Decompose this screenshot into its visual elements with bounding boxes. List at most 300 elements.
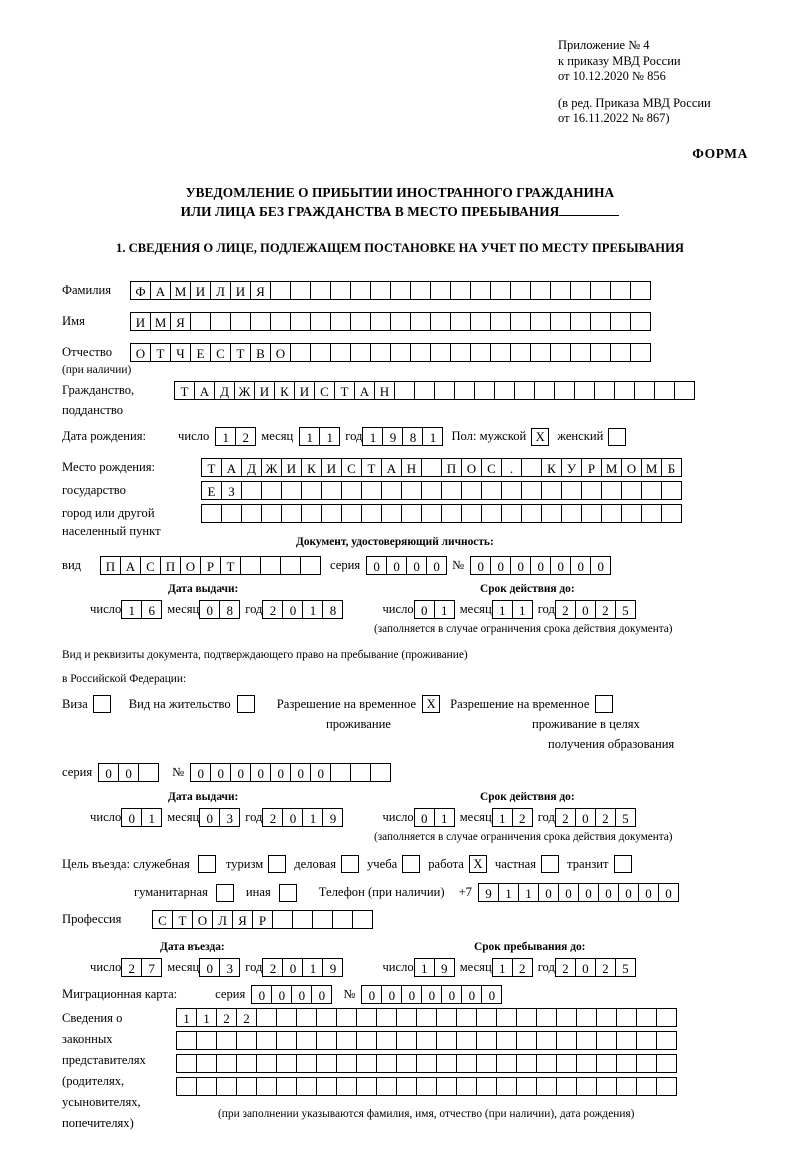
char-cell[interactable]: 0 [421, 985, 442, 1004]
stay-series-input[interactable] [98, 763, 158, 782]
char-cell[interactable]: 0 [250, 763, 271, 782]
char-cell[interactable] [516, 1077, 537, 1096]
char-cell[interactable] [461, 504, 482, 523]
char-cell[interactable] [260, 556, 281, 575]
purpose-study-checkbox[interactable] [402, 855, 420, 873]
char-cell[interactable] [436, 1077, 457, 1096]
char-cell[interactable] [516, 1031, 537, 1050]
char-cell[interactable]: О [130, 343, 151, 362]
char-cell[interactable] [190, 312, 211, 331]
char-cell[interactable] [256, 1031, 277, 1050]
char-cell[interactable] [356, 1077, 377, 1096]
char-cell[interactable] [441, 504, 462, 523]
phone-input[interactable] [478, 883, 678, 902]
char-cell[interactable] [356, 1008, 377, 1027]
char-cell[interactable] [530, 343, 551, 362]
char-cell[interactable]: Ф [130, 281, 151, 300]
char-cell[interactable] [570, 281, 591, 300]
char-cell[interactable] [450, 312, 471, 331]
char-cell[interactable] [570, 312, 591, 331]
char-cell[interactable] [450, 343, 471, 362]
char-cell[interactable]: 9 [478, 883, 499, 902]
char-cell[interactable] [421, 458, 442, 477]
char-cell[interactable] [430, 281, 451, 300]
char-cell[interactable] [490, 312, 511, 331]
char-cell[interactable] [256, 1077, 277, 1096]
char-cell[interactable]: 3 [219, 808, 240, 827]
char-cell[interactable] [456, 1054, 477, 1073]
char-cell[interactable] [296, 1077, 317, 1096]
stay-number-input[interactable] [190, 763, 390, 782]
char-cell[interactable] [236, 1031, 257, 1050]
char-cell[interactable] [290, 281, 311, 300]
residence-permit-checkbox[interactable] [237, 695, 255, 713]
char-cell[interactable] [536, 1054, 557, 1073]
char-cell[interactable] [610, 343, 631, 362]
purpose-private-checkbox[interactable] [541, 855, 559, 873]
char-cell[interactable]: Д [214, 381, 235, 400]
char-cell[interactable] [610, 281, 631, 300]
purpose-transit-checkbox[interactable] [614, 855, 632, 873]
char-cell[interactable] [381, 481, 402, 500]
char-cell[interactable]: А [120, 556, 141, 575]
char-cell[interactable] [430, 343, 451, 362]
char-cell[interactable]: 5 [615, 958, 636, 977]
char-cell[interactable] [476, 1008, 497, 1027]
char-cell[interactable] [416, 1054, 437, 1073]
char-cell[interactable]: Т [230, 343, 251, 362]
char-cell[interactable]: 0 [282, 808, 303, 827]
char-cell[interactable]: О [461, 458, 482, 477]
char-cell[interactable] [581, 481, 602, 500]
char-cell[interactable] [636, 1031, 657, 1050]
char-cell[interactable] [241, 481, 262, 500]
char-cell[interactable]: 0 [590, 556, 611, 575]
char-cell[interactable]: 0 [199, 600, 220, 619]
sex-female-checkbox[interactable] [608, 428, 626, 446]
char-cell[interactable] [656, 1077, 677, 1096]
char-cell[interactable] [496, 1008, 517, 1027]
char-cell[interactable]: У [561, 458, 582, 477]
char-cell[interactable] [461, 481, 482, 500]
char-cell[interactable] [594, 381, 615, 400]
char-cell[interactable] [410, 312, 431, 331]
char-cell[interactable] [296, 1031, 317, 1050]
char-cell[interactable]: И [130, 312, 151, 331]
char-cell[interactable] [494, 381, 515, 400]
char-cell[interactable]: 2 [235, 427, 256, 446]
char-cell[interactable]: 0 [98, 763, 119, 782]
char-cell[interactable]: М [641, 458, 662, 477]
char-cell[interactable]: 0 [550, 556, 571, 575]
char-cell[interactable] [554, 381, 575, 400]
char-cell[interactable]: О [180, 556, 201, 575]
char-cell[interactable] [396, 1077, 417, 1096]
char-cell[interactable]: 0 [530, 556, 551, 575]
char-cell[interactable]: 9 [434, 958, 455, 977]
char-cell[interactable]: 0 [414, 808, 435, 827]
char-cell[interactable]: О [270, 343, 291, 362]
char-cell[interactable] [276, 1054, 297, 1073]
char-cell[interactable]: 1 [196, 1008, 217, 1027]
char-cell[interactable] [376, 1054, 397, 1073]
char-cell[interactable]: Р [200, 556, 221, 575]
char-cell[interactable]: А [354, 381, 375, 400]
char-cell[interactable] [300, 556, 321, 575]
char-cell[interactable]: 6 [141, 600, 162, 619]
char-cell[interactable]: 0 [386, 556, 407, 575]
char-cell[interactable]: Ж [261, 458, 282, 477]
char-cell[interactable]: Б [661, 458, 682, 477]
purpose-other-checkbox[interactable] [279, 884, 297, 902]
char-cell[interactable] [394, 381, 415, 400]
char-cell[interactable]: 8 [219, 600, 240, 619]
char-cell[interactable]: 0 [441, 985, 462, 1004]
char-cell[interactable]: 0 [282, 600, 303, 619]
char-cell[interactable] [196, 1077, 217, 1096]
char-cell[interactable] [236, 1077, 257, 1096]
char-cell[interactable] [196, 1031, 217, 1050]
char-cell[interactable] [414, 381, 435, 400]
char-cell[interactable]: 8 [402, 427, 423, 446]
char-cell[interactable] [441, 481, 462, 500]
legal-rep-input-4[interactable] [176, 1077, 676, 1096]
char-cell[interactable]: 2 [236, 1008, 257, 1027]
char-cell[interactable]: С [481, 458, 502, 477]
char-cell[interactable] [436, 1031, 457, 1050]
char-cell[interactable]: А [381, 458, 402, 477]
char-cell[interactable] [350, 312, 371, 331]
char-cell[interactable]: 0 [575, 808, 596, 827]
char-cell[interactable] [341, 504, 362, 523]
char-cell[interactable] [661, 504, 682, 523]
char-cell[interactable] [330, 312, 351, 331]
purpose-work-checkbox[interactable]: X [469, 855, 487, 873]
char-cell[interactable] [481, 481, 502, 500]
stay-issue-day-input[interactable] [121, 808, 161, 827]
char-cell[interactable] [376, 1077, 397, 1096]
char-cell[interactable] [276, 1077, 297, 1096]
char-cell[interactable]: Ч [170, 343, 191, 362]
char-cell[interactable] [561, 481, 582, 500]
char-cell[interactable]: 0 [558, 883, 579, 902]
char-cell[interactable]: 0 [310, 763, 331, 782]
char-cell[interactable] [270, 312, 291, 331]
char-cell[interactable]: 0 [538, 883, 559, 902]
char-cell[interactable]: 0 [210, 763, 231, 782]
char-cell[interactable] [581, 504, 602, 523]
char-cell[interactable]: 2 [555, 958, 576, 977]
char-cell[interactable] [281, 504, 302, 523]
char-cell[interactable]: И [281, 458, 302, 477]
char-cell[interactable] [390, 343, 411, 362]
char-cell[interactable] [590, 343, 611, 362]
char-cell[interactable]: 0 [282, 958, 303, 977]
doc-issue-month-input[interactable] [199, 600, 239, 619]
char-cell[interactable] [332, 910, 353, 929]
char-cell[interactable] [496, 1077, 517, 1096]
birthplace-input-line-2[interactable] [201, 481, 681, 500]
char-cell[interactable] [350, 343, 371, 362]
char-cell[interactable]: 0 [251, 985, 272, 1004]
char-cell[interactable] [476, 1077, 497, 1096]
char-cell[interactable]: 0 [510, 556, 531, 575]
char-cell[interactable] [356, 1054, 377, 1073]
char-cell[interactable] [541, 481, 562, 500]
doc-series-input[interactable] [366, 556, 446, 575]
char-cell[interactable]: 2 [595, 958, 616, 977]
char-cell[interactable] [330, 763, 351, 782]
char-cell[interactable]: А [150, 281, 171, 300]
char-cell[interactable]: 0 [366, 556, 387, 575]
char-cell[interactable]: 2 [262, 958, 283, 977]
char-cell[interactable]: 0 [199, 808, 220, 827]
char-cell[interactable] [476, 1031, 497, 1050]
char-cell[interactable] [470, 281, 491, 300]
char-cell[interactable]: 0 [121, 808, 142, 827]
doc-valid-day-input[interactable] [414, 600, 454, 619]
entry-year-input[interactable] [262, 958, 342, 977]
char-cell[interactable] [396, 1008, 417, 1027]
char-cell[interactable] [470, 343, 491, 362]
char-cell[interactable]: 0 [118, 763, 139, 782]
char-cell[interactable] [496, 1054, 517, 1073]
char-cell[interactable]: 0 [401, 985, 422, 1004]
char-cell[interactable] [290, 312, 311, 331]
char-cell[interactable] [516, 1054, 537, 1073]
char-cell[interactable] [456, 1031, 477, 1050]
char-cell[interactable] [490, 281, 511, 300]
stay-issue-month-input[interactable] [199, 808, 239, 827]
char-cell[interactable]: 2 [555, 600, 576, 619]
char-cell[interactable] [240, 556, 261, 575]
char-cell[interactable]: 0 [490, 556, 511, 575]
char-cell[interactable]: 1 [302, 600, 323, 619]
char-cell[interactable]: И [190, 281, 211, 300]
char-cell[interactable] [361, 504, 382, 523]
doc-valid-year-input[interactable] [555, 600, 635, 619]
char-cell[interactable] [292, 910, 313, 929]
char-cell[interactable] [310, 281, 331, 300]
char-cell[interactable] [270, 281, 291, 300]
char-cell[interactable]: Н [374, 381, 395, 400]
char-cell[interactable] [601, 481, 622, 500]
char-cell[interactable] [316, 1008, 337, 1027]
char-cell[interactable] [356, 1031, 377, 1050]
char-cell[interactable]: 2 [262, 808, 283, 827]
char-cell[interactable] [301, 504, 322, 523]
sex-male-checkbox[interactable]: X [531, 428, 549, 446]
char-cell[interactable]: . [501, 458, 522, 477]
char-cell[interactable]: М [170, 281, 191, 300]
char-cell[interactable]: С [314, 381, 335, 400]
char-cell[interactable]: 2 [262, 600, 283, 619]
char-cell[interactable] [430, 312, 451, 331]
char-cell[interactable] [636, 1008, 657, 1027]
char-cell[interactable] [310, 312, 331, 331]
char-cell[interactable]: 2 [512, 808, 533, 827]
char-cell[interactable] [316, 1054, 337, 1073]
char-cell[interactable] [370, 763, 391, 782]
patronymic-input[interactable] [130, 343, 650, 362]
char-cell[interactable] [370, 312, 391, 331]
char-cell[interactable] [621, 504, 642, 523]
char-cell[interactable] [590, 312, 611, 331]
char-cell[interactable] [634, 381, 655, 400]
char-cell[interactable] [336, 1031, 357, 1050]
char-cell[interactable] [321, 481, 342, 500]
char-cell[interactable] [630, 312, 651, 331]
char-cell[interactable]: Т [220, 556, 241, 575]
char-cell[interactable] [536, 1077, 557, 1096]
char-cell[interactable] [316, 1031, 337, 1050]
char-cell[interactable]: Я [170, 312, 191, 331]
char-cell[interactable]: 2 [216, 1008, 237, 1027]
char-cell[interactable] [216, 1054, 237, 1073]
char-cell[interactable]: 1 [434, 600, 455, 619]
char-cell[interactable]: И [230, 281, 251, 300]
char-cell[interactable]: 0 [291, 985, 312, 1004]
char-cell[interactable]: И [254, 381, 275, 400]
char-cell[interactable]: П [160, 556, 181, 575]
char-cell[interactable] [352, 910, 373, 929]
char-cell[interactable]: Д [241, 458, 262, 477]
char-cell[interactable] [216, 1031, 237, 1050]
char-cell[interactable]: 0 [199, 958, 220, 977]
char-cell[interactable] [236, 1054, 257, 1073]
stay-end-day-input[interactable] [414, 958, 454, 977]
char-cell[interactable]: 2 [595, 600, 616, 619]
birthplace-input-line-1[interactable] [201, 458, 681, 477]
profession-input[interactable] [152, 910, 372, 929]
name-input[interactable] [130, 312, 650, 331]
char-cell[interactable]: 1 [422, 427, 443, 446]
char-cell[interactable] [536, 1031, 557, 1050]
stay-valid-day-input[interactable] [414, 808, 454, 827]
char-cell[interactable] [561, 504, 582, 523]
char-cell[interactable] [390, 281, 411, 300]
char-cell[interactable]: Н [401, 458, 422, 477]
stay-valid-year-input[interactable] [555, 808, 635, 827]
char-cell[interactable]: Л [212, 910, 233, 929]
char-cell[interactable] [261, 504, 282, 523]
char-cell[interactable]: 0 [570, 556, 591, 575]
char-cell[interactable] [530, 312, 551, 331]
legal-rep-input-3[interactable] [176, 1054, 676, 1073]
char-cell[interactable] [301, 481, 322, 500]
entry-day-input[interactable] [121, 958, 161, 977]
char-cell[interactable]: 0 [190, 763, 211, 782]
char-cell[interactable]: Я [232, 910, 253, 929]
char-cell[interactable] [350, 763, 371, 782]
char-cell[interactable]: 1 [319, 427, 340, 446]
char-cell[interactable]: 0 [271, 985, 292, 1004]
char-cell[interactable]: С [152, 910, 173, 929]
visa-checkbox[interactable] [93, 695, 111, 713]
char-cell[interactable] [250, 312, 271, 331]
char-cell[interactable] [256, 1054, 277, 1073]
char-cell[interactable] [456, 1008, 477, 1027]
char-cell[interactable] [510, 281, 531, 300]
doc-valid-month-input[interactable] [492, 600, 532, 619]
doc-number-input[interactable] [470, 556, 610, 575]
char-cell[interactable] [454, 381, 475, 400]
char-cell[interactable]: 0 [638, 883, 659, 902]
char-cell[interactable] [280, 556, 301, 575]
char-cell[interactable]: О [192, 910, 213, 929]
purpose-business-checkbox[interactable] [341, 855, 359, 873]
mc-number-input[interactable] [361, 985, 501, 1004]
char-cell[interactable] [516, 1008, 537, 1027]
char-cell[interactable] [401, 504, 422, 523]
char-cell[interactable] [176, 1054, 197, 1073]
char-cell[interactable]: 0 [481, 985, 502, 1004]
char-cell[interactable]: 1 [492, 808, 513, 827]
char-cell[interactable]: А [221, 458, 242, 477]
char-cell[interactable] [674, 381, 695, 400]
char-cell[interactable] [541, 504, 562, 523]
char-cell[interactable] [216, 1077, 237, 1096]
mc-series-input[interactable] [251, 985, 331, 1004]
char-cell[interactable] [310, 343, 331, 362]
char-cell[interactable] [330, 281, 351, 300]
char-cell[interactable]: 0 [575, 958, 596, 977]
char-cell[interactable] [436, 1008, 457, 1027]
char-cell[interactable] [276, 1008, 297, 1027]
char-cell[interactable]: С [341, 458, 362, 477]
char-cell[interactable]: 0 [230, 763, 251, 782]
char-cell[interactable]: 0 [470, 556, 491, 575]
char-cell[interactable] [341, 481, 362, 500]
doc-issue-year-input[interactable] [262, 600, 342, 619]
citizenship-input[interactable] [174, 381, 694, 400]
char-cell[interactable]: Т [201, 458, 222, 477]
stay-end-month-input[interactable] [492, 958, 532, 977]
char-cell[interactable] [416, 1031, 437, 1050]
char-cell[interactable] [410, 343, 431, 362]
char-cell[interactable] [556, 1008, 577, 1027]
char-cell[interactable]: 0 [290, 763, 311, 782]
char-cell[interactable] [376, 1031, 397, 1050]
char-cell[interactable]: 0 [461, 985, 482, 1004]
char-cell[interactable]: В [250, 343, 271, 362]
char-cell[interactable]: И [294, 381, 315, 400]
char-cell[interactable] [636, 1054, 657, 1073]
char-cell[interactable]: 1 [414, 958, 435, 977]
char-cell[interactable]: 1 [215, 427, 236, 446]
char-cell[interactable] [530, 281, 551, 300]
char-cell[interactable] [616, 1008, 637, 1027]
char-cell[interactable] [296, 1054, 317, 1073]
char-cell[interactable] [176, 1077, 197, 1096]
char-cell[interactable] [616, 1054, 637, 1073]
char-cell[interactable]: 1 [512, 600, 533, 619]
entry-month-input[interactable] [199, 958, 239, 977]
char-cell[interactable]: 5 [615, 600, 636, 619]
char-cell[interactable]: 1 [299, 427, 320, 446]
char-cell[interactable]: М [150, 312, 171, 331]
char-cell[interactable] [596, 1008, 617, 1027]
char-cell[interactable]: К [274, 381, 295, 400]
char-cell[interactable] [521, 504, 542, 523]
char-cell[interactable] [574, 381, 595, 400]
stay-issue-year-input[interactable] [262, 808, 342, 827]
char-cell[interactable]: М [601, 458, 622, 477]
char-cell[interactable] [550, 343, 571, 362]
char-cell[interactable]: А [194, 381, 215, 400]
char-cell[interactable] [230, 312, 251, 331]
char-cell[interactable]: 2 [512, 958, 533, 977]
